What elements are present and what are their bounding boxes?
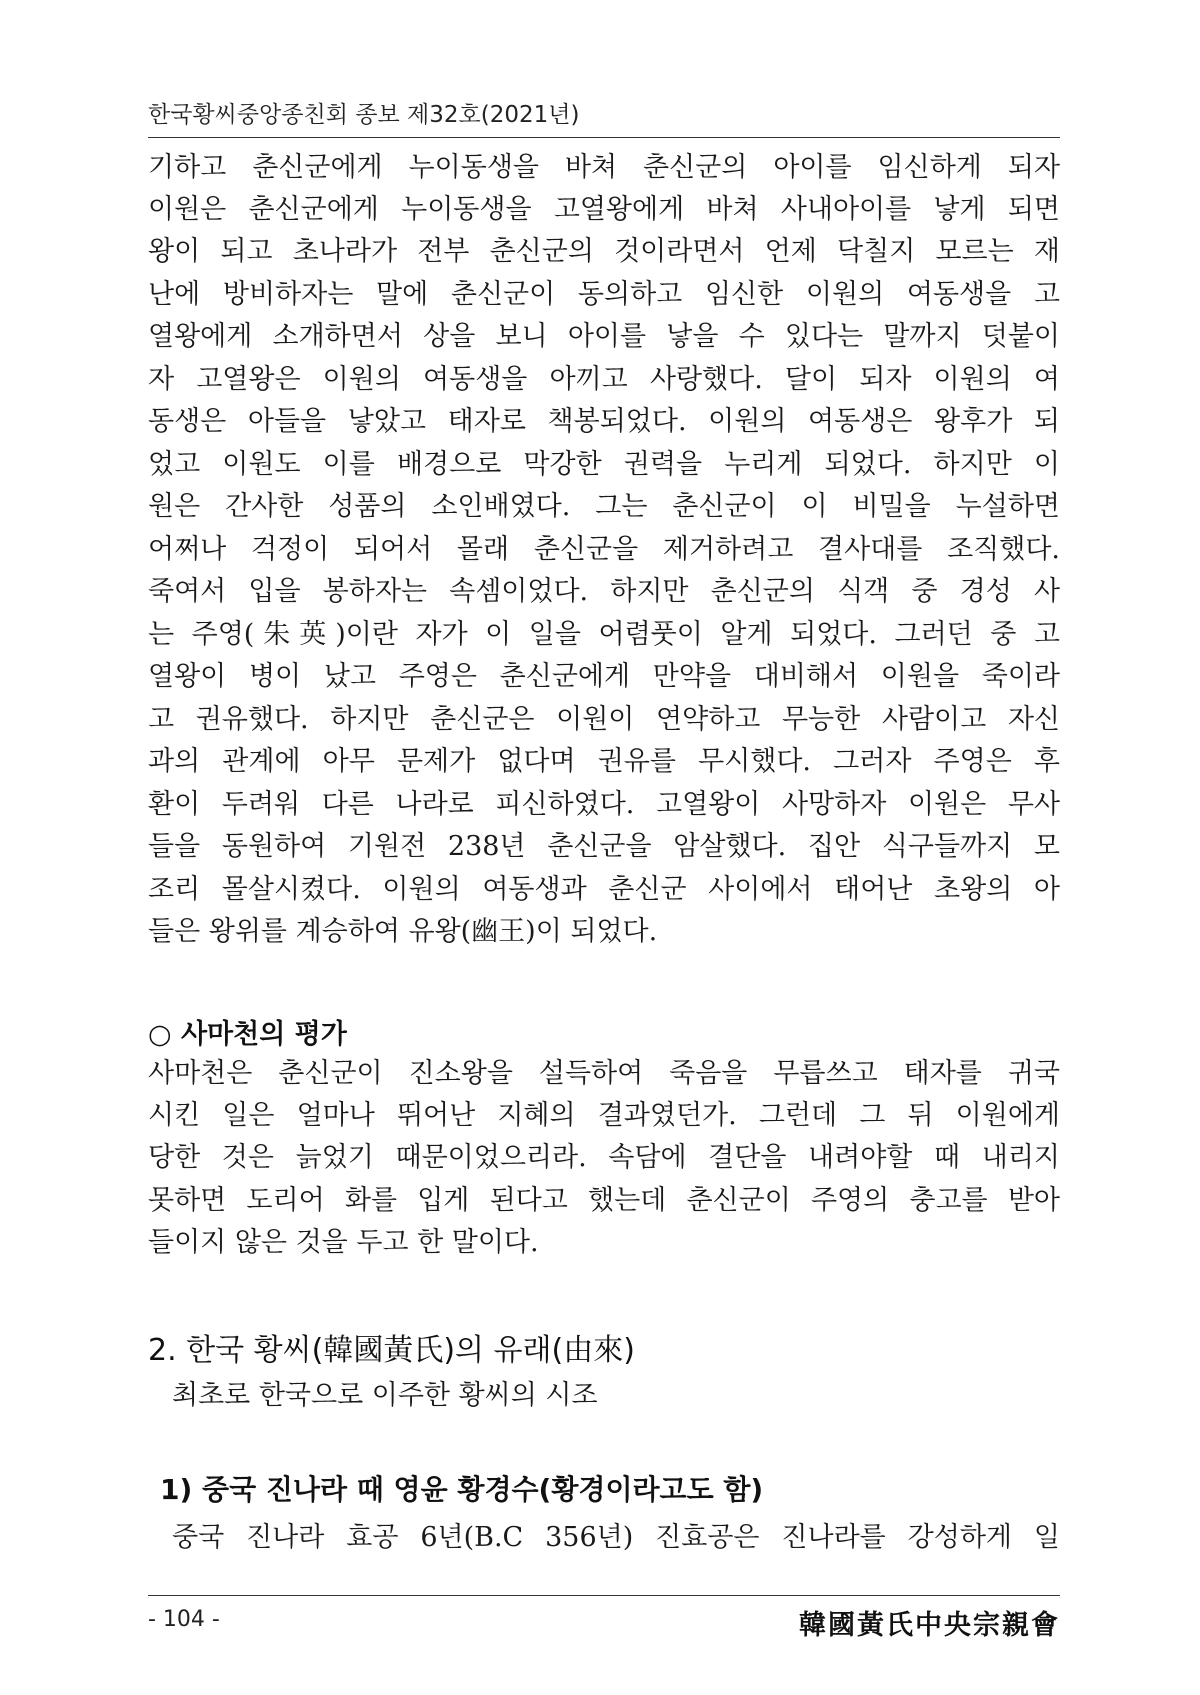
page-number: - 104 -	[148, 1607, 220, 1632]
text-line: 조리 몰살시켰다. 이원의 여동생과 춘신군 사이에서 태어난 초왕의 아	[148, 874, 1060, 905]
section-subtitle: 최초로 한국으로 이주한 황씨의 시조	[172, 1380, 598, 1411]
subheading: ○ 사마천의 평가	[148, 1019, 347, 1050]
footer-rule	[148, 1595, 1060, 1596]
text-line: 사마천은 춘신군이 진소왕을 설득하여 죽음을 무릅쓰고 태자를 귀국	[148, 1058, 1060, 1089]
header-rule	[148, 137, 1060, 138]
item-text: 중국 진나라 효공 6년(B.C 356년) 진효공은 진나라를 강성하게 일	[172, 1522, 1060, 1553]
text-line: 열왕에게 소개하면서 상을 보니 아이를 낳을 수 있다는 말까지 덧붙이	[148, 321, 1060, 352]
text-line-last: 들이지 않은 것을 두고 한 말이다.	[148, 1227, 539, 1258]
text-line: 고 권유했다. 하지만 춘신군은 이원이 연약하고 무능한 사람이고 자신	[148, 704, 1060, 735]
text-line: 죽여서 입을 봉하자는 속셈이었다. 하지만 춘신군의 식객 중 경성 사	[148, 576, 1060, 607]
section-heading: 2. 한국 황씨(韓國黃氏)의 유래(由來)	[148, 1333, 635, 1368]
text-line: 어쩌나 걱정이 되어서 몰래 춘신군을 제거하려고 결사대를 조직했다.	[148, 534, 1060, 565]
text-line: 었고 이원도 이를 배경으로 막강한 권력을 누리게 되었다. 하지만 이	[148, 449, 1060, 480]
item-heading: 1) 중국 진나라 때 영윤 황경수(황경이라고도 함)	[160, 1473, 764, 1506]
text-line: 는 주영(朱英)이란 자가 이 일을 어렴풋이 알게 되었다. 그러던 중 고	[148, 619, 1060, 650]
text-line: 당한 것은 늙었기 때문이었으리라. 속담에 결단을 내려야할 때 내리지	[148, 1142, 1060, 1173]
text-line: 이원은 춘신군에게 누이동생을 고열왕에게 바쳐 사내아이를 낳게 되면	[148, 194, 1060, 225]
text-line: 난에 방비하자는 말에 춘신군이 동의하고 임신한 이원의 여동생을 고	[148, 279, 1060, 310]
text-line: 환이 두려워 다른 나라로 피신하였다. 고열왕이 사망하자 이원은 무사	[148, 789, 1060, 820]
society-logo: 韓國黃氏中央宗親會	[799, 1610, 1060, 1641]
text-line: 기하고 춘신군에게 누이동생을 바쳐 춘신군의 아이를 임신하게 되자	[148, 152, 1060, 183]
page-header: 한국황씨중앙종친회 종보 제32호(2021년)	[148, 102, 580, 128]
text-line-last: 들은 왕위를 계승하여 유왕(幽王)이 되었다.	[148, 916, 658, 947]
text-line: 열왕이 병이 났고 주영은 춘신군에게 만약을 대비해서 이원을 죽이라	[148, 661, 1060, 692]
text-line: 왕이 되고 초나라가 전부 춘신군의 것이라면서 언제 닥칠지 모르는 재	[148, 236, 1060, 267]
text-line: 동생은 아들을 낳았고 태자로 책봉되었다. 이원의 여동생은 왕후가 되	[148, 406, 1060, 437]
text-line: 못하면 도리어 화를 입게 된다고 했는데 춘신군이 주영의 충고를 받아	[148, 1185, 1060, 1216]
text-line: 시킨 일은 얼마나 뛰어난 지혜의 결과였던가. 그런데 그 뒤 이원에게	[148, 1100, 1060, 1131]
text-line: 들을 동원하여 기원전 238년 춘신군을 암살했다. 집안 식구들까지 모	[148, 831, 1060, 862]
text-line: 과의 관계에 아무 문제가 없다며 권유를 무시했다. 그러자 주영은 후	[148, 746, 1060, 777]
text-line: 자 고열왕은 이원의 여동생을 아끼고 사랑했다. 달이 되자 이원의 여	[148, 364, 1060, 395]
text-line: 원은 간사한 성품의 소인배였다. 그는 춘신군이 이 비밀을 누설하면	[148, 491, 1060, 522]
